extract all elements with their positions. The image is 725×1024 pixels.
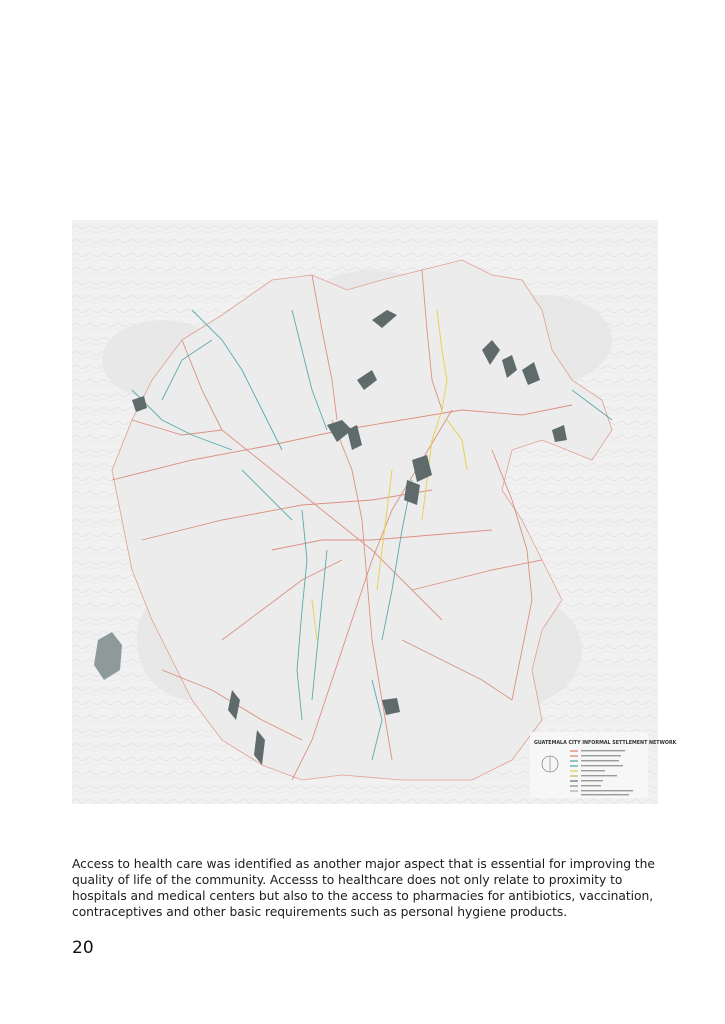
legend-title: GUATEMALA CITY INFORMAL SETTLEMENT NETWORK [534, 741, 677, 746]
settlement-network-map [72, 220, 677, 804]
body-paragraph: Access to health care was identified as another major aspect that is essential for improving the quality of life of the community. Accesss to healthcare does not only relate to proximity to hospitals and medical centers but also to the access to pharmacies for antibiotics, vaccination, contraceptives and other basic requirements such as personal hygiene products. [72, 857, 655, 919]
page-number: 20 [72, 938, 94, 958]
map-canvas [72, 220, 677, 804]
